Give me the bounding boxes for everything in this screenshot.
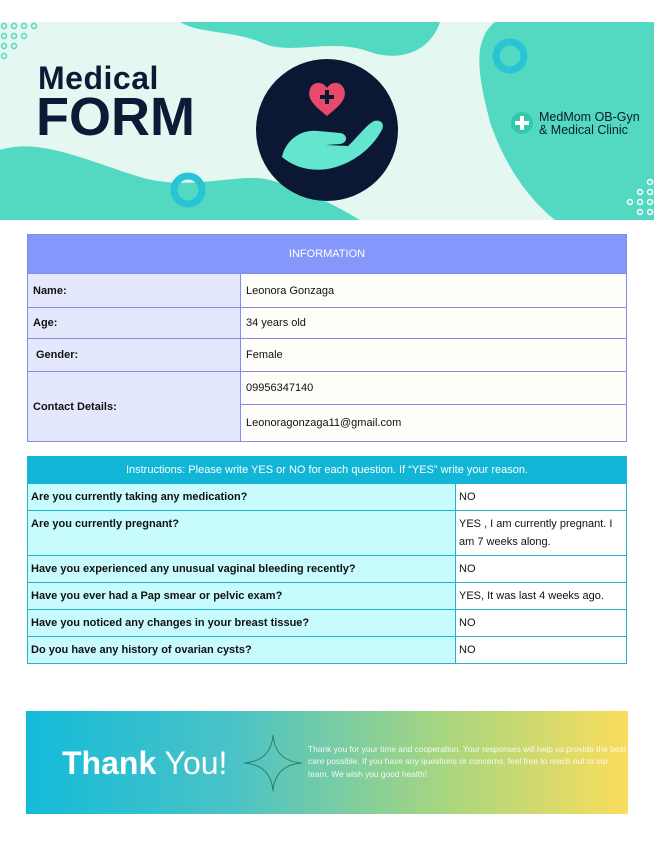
plus-circle-icon	[511, 112, 533, 134]
thank-you-message: Thank you for your time and cooperation. Your responses will help us provide the best care possible. If you have any questions or concerns, feel free to reach out to our team. We wish you good health!	[308, 744, 626, 779]
information-heading: INFORMATION	[28, 235, 627, 274]
clinic-name	[539, 111, 640, 136]
contact-email: Leonoragonzaga11@gmail.com	[241, 405, 627, 442]
age-label: Age:	[28, 308, 241, 339]
answer-text: YES, It was last 4 weeks ago.	[456, 583, 627, 610]
age-value: 34 years old	[241, 308, 627, 339]
clinic-name-line1: MedMom OB-Gyn	[539, 110, 640, 124]
sparkle-icon	[242, 733, 304, 793]
question-row	[28, 511, 627, 556]
answer-text: YES , I am currently pregnant. I am 7 weeks along.	[456, 511, 627, 556]
title-form: FORM	[36, 87, 195, 147]
question-row	[28, 583, 627, 610]
question-text: Do you have any history of ovarian cysts?	[28, 637, 456, 664]
answer-text: NO	[456, 484, 627, 511]
information-table	[27, 234, 627, 442]
question-text: Are you currently pregnant?	[28, 511, 456, 556]
info-row-age	[28, 308, 627, 339]
you-word: You!	[164, 745, 228, 781]
heart-hand-icon	[256, 59, 398, 201]
name-value: Leonora Gonzaga	[241, 274, 627, 308]
contact-label: Contact Details:	[28, 372, 241, 442]
question-text: Have you noticed any changes in your breast tissue?	[28, 610, 456, 637]
gender-label: Gender:	[28, 339, 241, 372]
question-text: Are you currently taking any medication?	[28, 484, 456, 511]
question-row	[28, 610, 627, 637]
title-medical: Medical	[38, 60, 159, 96]
gender-value: Female	[241, 339, 627, 372]
question-text: Have you ever had a Pap smear or pelvic exam?	[28, 583, 456, 610]
contact-phone: 09956347140	[241, 372, 627, 405]
header-banner	[0, 22, 654, 220]
question-row	[28, 637, 627, 664]
info-row-contact	[28, 372, 627, 405]
question-row	[28, 556, 627, 583]
answer-text: NO	[456, 556, 627, 583]
clinic-logo	[256, 59, 398, 201]
info-row-gender	[28, 339, 627, 372]
question-row	[28, 484, 627, 511]
answer-text: NO	[456, 610, 627, 637]
thank-word: Thank	[62, 745, 157, 781]
thank-you-banner	[26, 711, 628, 814]
info-row-name	[28, 274, 627, 308]
instructions-heading: Instructions: Please write YES or NO for each question. If “YES” write your reason.	[28, 457, 627, 484]
thank-you-heading	[62, 745, 227, 782]
clinic-name-line2: & Medical Clinic	[539, 122, 628, 137]
question-text: Have you experienced any unusual vaginal bleeding recently?	[28, 556, 456, 583]
answer-text: NO	[456, 637, 627, 664]
name-label: Name:	[28, 274, 241, 308]
instructions-table	[27, 456, 627, 664]
